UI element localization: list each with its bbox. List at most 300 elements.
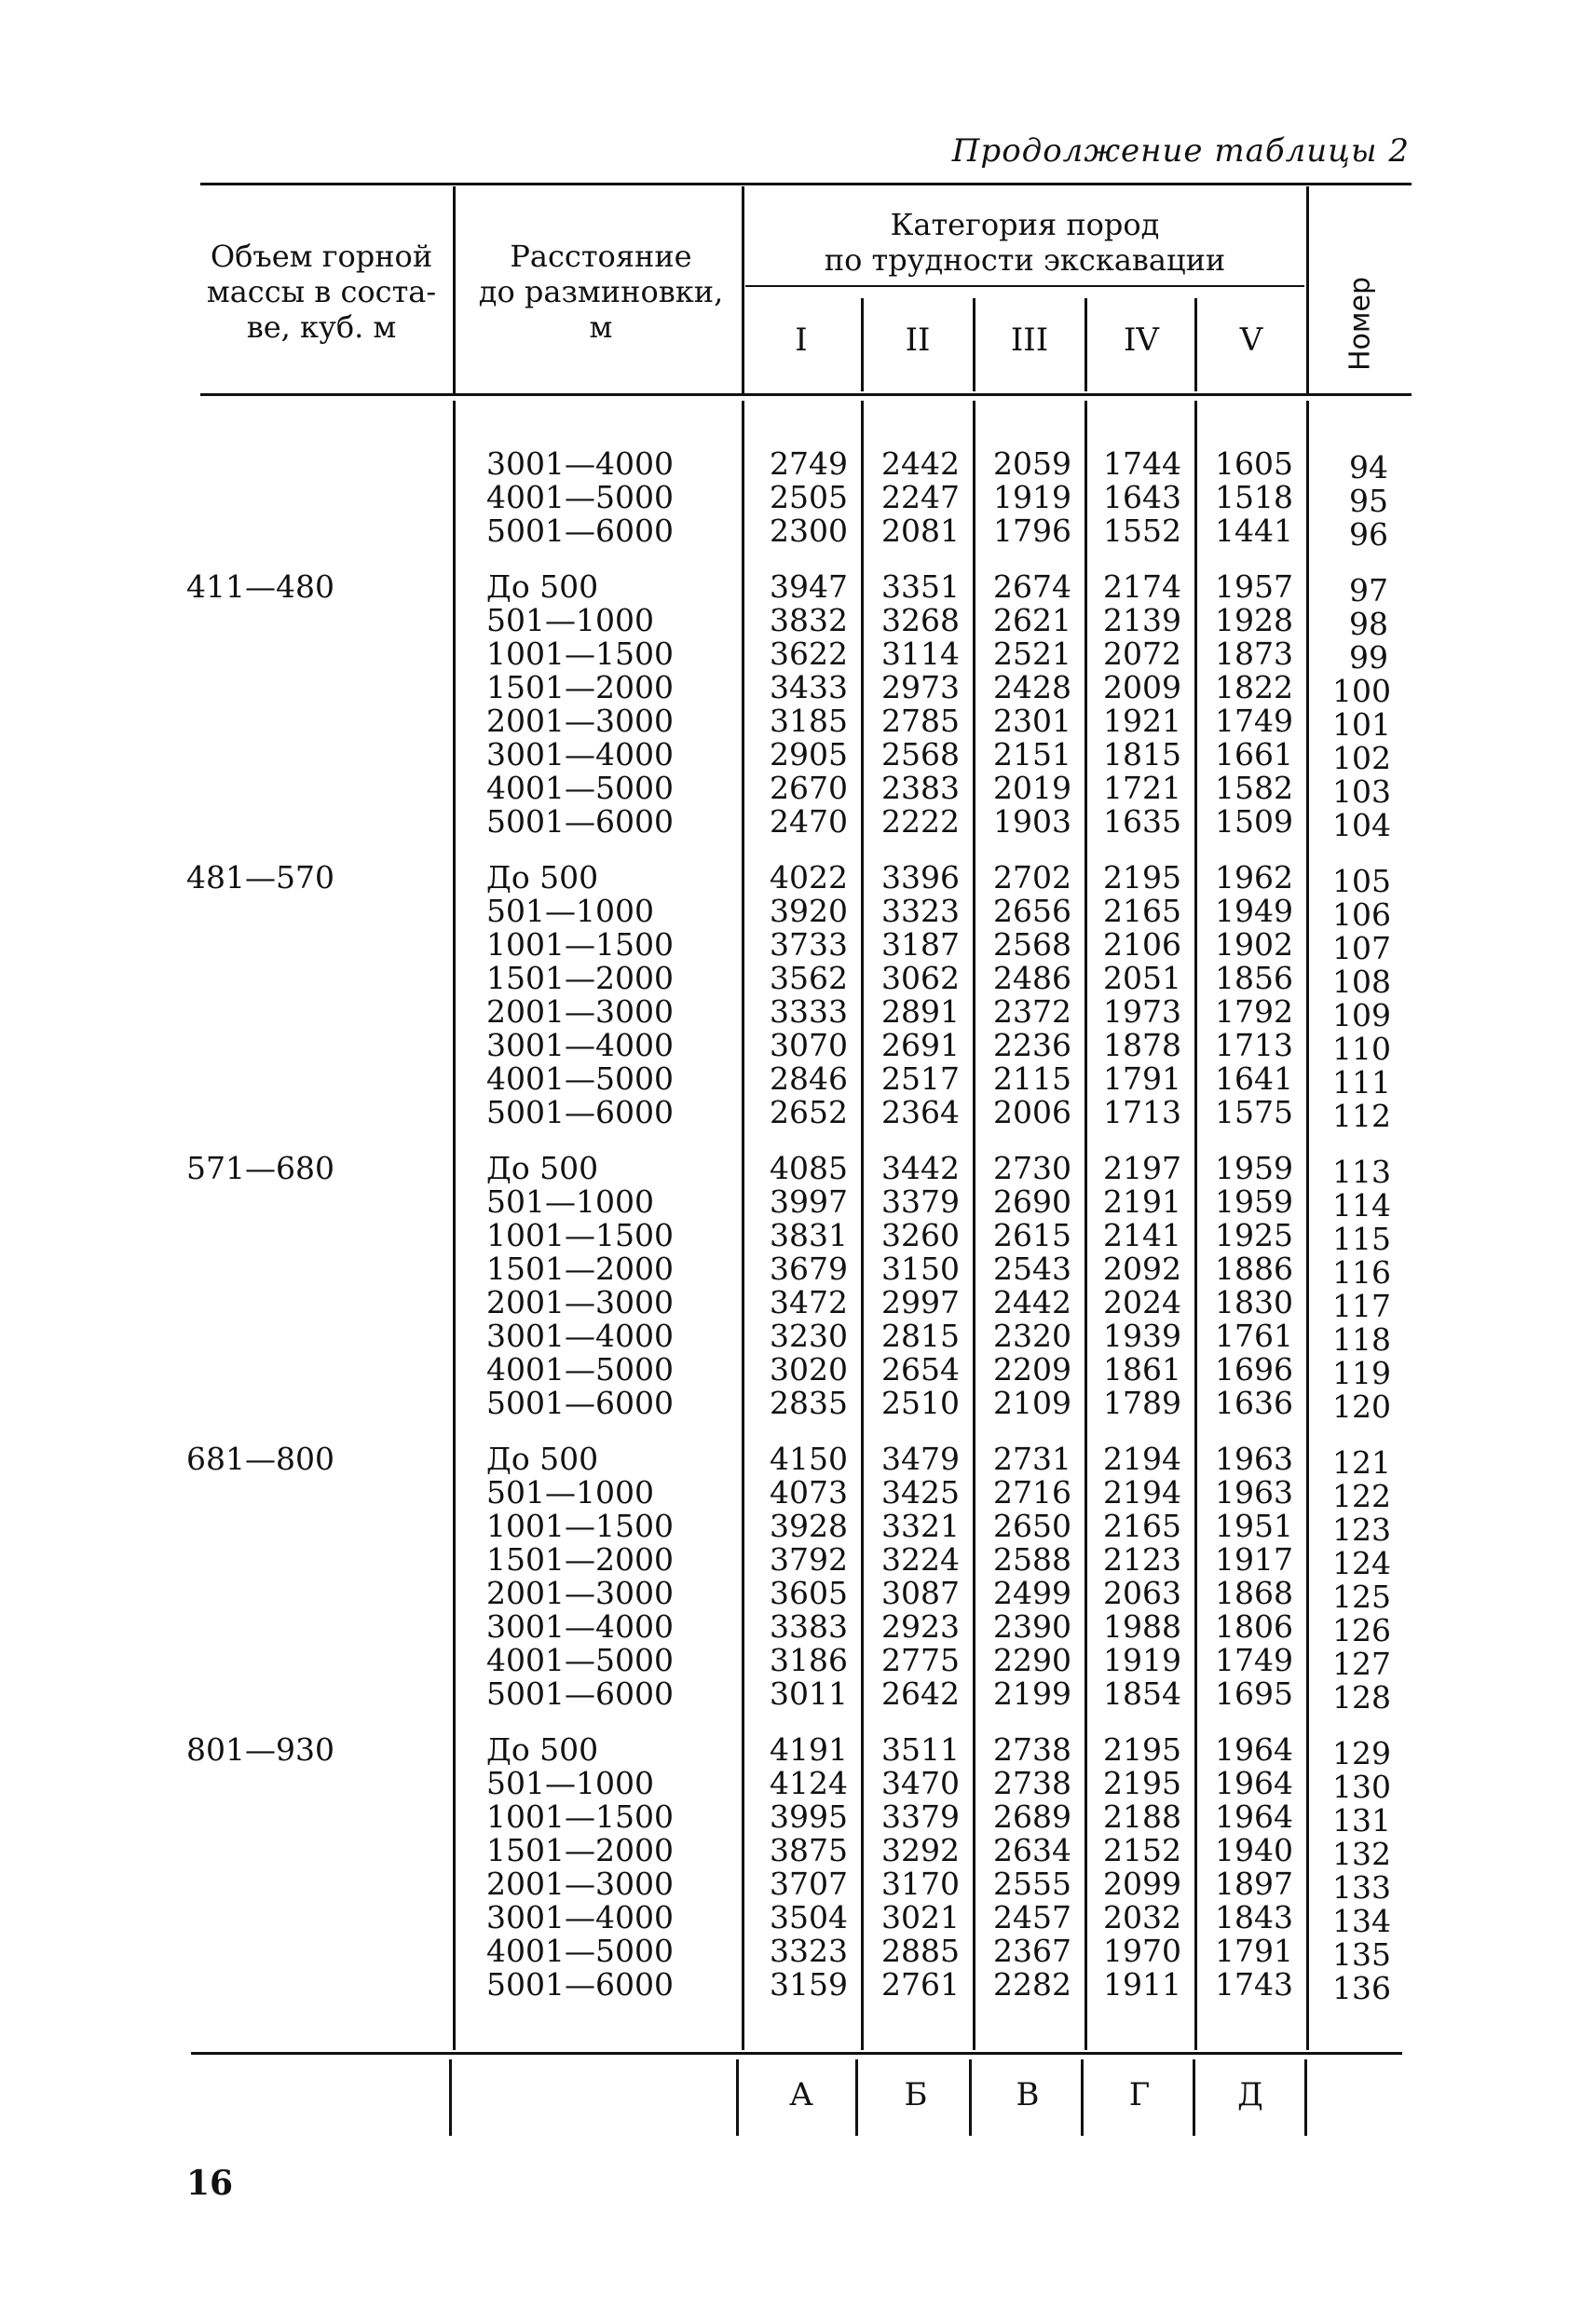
category-value-cell: 3062 bbox=[881, 960, 960, 996]
category-value-cell: 3442 bbox=[881, 1150, 960, 1186]
volume-range-cell: 411—480 bbox=[186, 568, 334, 605]
category-value-cell: 2690 bbox=[993, 1183, 1071, 1220]
category-value-cell: 2165 bbox=[1103, 893, 1181, 929]
category-value-cell: 2364 bbox=[881, 1094, 960, 1130]
row-number-cell: 129 bbox=[1332, 1735, 1391, 1771]
row-number-cell: 117 bbox=[1332, 1288, 1391, 1324]
category-value-cell: 2517 bbox=[881, 1060, 960, 1097]
category-value-cell: 2123 bbox=[1103, 1541, 1181, 1578]
category-value-cell: 2194 bbox=[1103, 1441, 1181, 1477]
category-value-cell: 4073 bbox=[770, 1474, 848, 1511]
column-divider bbox=[861, 298, 864, 391]
category-value-cell: 2555 bbox=[993, 1866, 1071, 1902]
category-value-cell: 3186 bbox=[770, 1642, 848, 1678]
category-header-II: II bbox=[905, 321, 931, 359]
category-value-cell: 1636 bbox=[1215, 1385, 1293, 1421]
distance-cell: 3001—4000 bbox=[486, 1899, 674, 1935]
category-value-cell: 1957 bbox=[1215, 568, 1293, 605]
distance-column-header: Расстояние до разминовки, м bbox=[478, 239, 724, 345]
distance-cell: 3001—4000 bbox=[486, 445, 674, 482]
category-value-cell: 3323 bbox=[881, 893, 960, 929]
distance-cell: 5001—6000 bbox=[486, 1966, 674, 2003]
category-value-cell: 1919 bbox=[1103, 1642, 1181, 1678]
category-value-cell: 1743 bbox=[1215, 1966, 1293, 2003]
category-value-cell: 3185 bbox=[770, 703, 848, 739]
category-value-cell: 1964 bbox=[1215, 1765, 1293, 1801]
distance-cell: 1001—1500 bbox=[486, 636, 674, 672]
category-value-cell: 1792 bbox=[1215, 993, 1293, 1030]
row-number-cell: 131 bbox=[1332, 1802, 1391, 1839]
category-value-cell: 2194 bbox=[1103, 1474, 1181, 1511]
category-value-cell: 2152 bbox=[1103, 1832, 1181, 1868]
category-value-cell: 2521 bbox=[993, 636, 1071, 672]
category-value-cell: 3792 bbox=[770, 1541, 848, 1578]
category-value-cell: 1925 bbox=[1215, 1217, 1293, 1253]
category-value-cell: 2320 bbox=[993, 1318, 1071, 1354]
category-value-cell: 1897 bbox=[1215, 1866, 1293, 1902]
distance-cell: 5001—6000 bbox=[486, 1094, 674, 1130]
category-value-cell: 2621 bbox=[993, 602, 1071, 638]
row-number-cell: 112 bbox=[1332, 1098, 1391, 1134]
category-value-cell: 1815 bbox=[1103, 736, 1181, 773]
distance-cell: До 500 bbox=[486, 568, 599, 605]
category-value-cell: 2761 bbox=[881, 1966, 960, 2003]
category-value-cell: 2106 bbox=[1103, 926, 1181, 963]
distance-cell: 1501—2000 bbox=[486, 1541, 674, 1578]
row-number-cell: 113 bbox=[1332, 1154, 1391, 1190]
category-value-cell: 2141 bbox=[1103, 1217, 1181, 1253]
category-value-cell: 2032 bbox=[1103, 1899, 1181, 1935]
category-value-cell: 1970 bbox=[1103, 1933, 1181, 1969]
category-value-cell: 2588 bbox=[993, 1541, 1071, 1578]
category-value-cell: 2024 bbox=[1103, 1284, 1181, 1320]
category-value-cell: 1721 bbox=[1103, 770, 1181, 806]
category-value-cell: 1843 bbox=[1215, 1899, 1293, 1935]
distance-cell: 1001—1500 bbox=[486, 1508, 674, 1544]
column-divider bbox=[1306, 186, 1309, 393]
distance-cell: 3001—4000 bbox=[486, 1608, 674, 1645]
category-value-cell: 4191 bbox=[770, 1731, 848, 1768]
category-value-cell: 3011 bbox=[770, 1675, 848, 1712]
category-value-cell: 3433 bbox=[770, 669, 848, 705]
category-value-cell: 1761 bbox=[1215, 1318, 1293, 1354]
category-value-cell: 1959 bbox=[1215, 1150, 1293, 1186]
category-value-cell: 2300 bbox=[770, 513, 848, 549]
category-value-cell: 3187 bbox=[881, 926, 960, 963]
category-value-cell: 1713 bbox=[1215, 1027, 1293, 1063]
category-value-cell: 2568 bbox=[881, 736, 960, 773]
category-value-cell: 3396 bbox=[881, 859, 960, 896]
category-value-cell: 3333 bbox=[770, 993, 848, 1030]
category-value-cell: 1441 bbox=[1215, 513, 1293, 549]
category-value-cell: 1575 bbox=[1215, 1094, 1293, 1130]
row-number-cell: 109 bbox=[1332, 997, 1391, 1033]
category-value-cell: 1789 bbox=[1103, 1385, 1181, 1421]
category-value-cell: 1868 bbox=[1215, 1575, 1293, 1611]
column-divider bbox=[742, 401, 744, 2050]
row-number-cell: 135 bbox=[1332, 1936, 1391, 1973]
category-value-cell: 3831 bbox=[770, 1217, 848, 1253]
footer-letter-b: Б bbox=[904, 2076, 928, 2113]
category-value-cell: 2139 bbox=[1103, 602, 1181, 638]
column-divider bbox=[855, 2059, 858, 2136]
row-number-cell: 97 bbox=[1349, 572, 1388, 609]
category-value-cell: 2730 bbox=[993, 1150, 1071, 1186]
distance-cell: 3001—4000 bbox=[486, 1318, 674, 1354]
category-value-cell: 2973 bbox=[881, 669, 960, 705]
category-value-cell: 2174 bbox=[1103, 568, 1181, 605]
category-value-cell: 2367 bbox=[993, 1933, 1071, 1969]
category-value-cell: 2731 bbox=[993, 1441, 1071, 1477]
category-value-cell: 3470 bbox=[881, 1765, 960, 1801]
category-value-cell: 2891 bbox=[881, 993, 960, 1030]
distance-cell: 4001—5000 bbox=[486, 1642, 674, 1678]
category-value-cell: 3832 bbox=[770, 602, 848, 638]
column-divider bbox=[1194, 298, 1197, 391]
category-value-cell: 2691 bbox=[881, 1027, 960, 1063]
category-value-cell: 1951 bbox=[1215, 1508, 1293, 1544]
category-value-cell: 3875 bbox=[770, 1832, 848, 1868]
category-value-cell: 3230 bbox=[770, 1318, 848, 1354]
distance-cell: До 500 bbox=[486, 1150, 599, 1186]
category-value-cell: 3070 bbox=[770, 1027, 848, 1063]
column-divider bbox=[1193, 2059, 1195, 2136]
category-value-cell: 2197 bbox=[1103, 1150, 1181, 1186]
category-value-cell: 1791 bbox=[1103, 1060, 1181, 1097]
category-value-cell: 3995 bbox=[770, 1798, 848, 1835]
category-value-cell: 1661 bbox=[1215, 736, 1293, 773]
row-number-cell: 104 bbox=[1332, 807, 1391, 843]
column-divider bbox=[973, 298, 975, 391]
row-number-cell: 100 bbox=[1332, 673, 1391, 709]
category-value-cell: 3321 bbox=[881, 1508, 960, 1544]
category-value-cell: 2092 bbox=[1103, 1251, 1181, 1287]
category-value-cell: 2222 bbox=[881, 803, 960, 840]
row-number-cell: 105 bbox=[1332, 863, 1391, 899]
row-number-cell: 106 bbox=[1332, 896, 1391, 933]
table-top-rule bbox=[200, 183, 1412, 185]
category-value-cell: 1861 bbox=[1103, 1351, 1181, 1388]
category-value-cell: 2009 bbox=[1103, 669, 1181, 705]
category-value-cell: 2301 bbox=[993, 703, 1071, 739]
category-value-cell: 3379 bbox=[881, 1798, 960, 1835]
row-number-cell: 99 bbox=[1349, 639, 1388, 676]
category-value-cell: 2151 bbox=[993, 736, 1071, 773]
distance-cell: 4001—5000 bbox=[486, 1933, 674, 1969]
category-value-cell: 1964 bbox=[1215, 1731, 1293, 1768]
table-bottom-rule bbox=[191, 2052, 1402, 2055]
row-number-cell: 102 bbox=[1332, 740, 1391, 776]
number-column-header: Номер bbox=[1344, 276, 1377, 372]
category-value-cell: 2650 bbox=[993, 1508, 1071, 1544]
column-divider bbox=[742, 186, 744, 393]
distance-cell: 501—1000 bbox=[486, 1765, 654, 1801]
row-number-cell: 107 bbox=[1332, 930, 1391, 966]
category-value-cell: 3679 bbox=[770, 1251, 848, 1287]
distance-cell: 5001—6000 bbox=[486, 1385, 674, 1421]
category-value-cell: 3920 bbox=[770, 893, 848, 929]
category-value-cell: 2615 bbox=[993, 1217, 1071, 1253]
category-value-cell: 3947 bbox=[770, 568, 848, 605]
category-value-cell: 1695 bbox=[1215, 1675, 1293, 1712]
category-value-cell: 2656 bbox=[993, 893, 1071, 929]
row-number-cell: 114 bbox=[1332, 1187, 1391, 1224]
category-value-cell: 1963 bbox=[1215, 1474, 1293, 1511]
category-value-cell: 3114 bbox=[881, 636, 960, 672]
distance-cell: 3001—4000 bbox=[486, 736, 674, 773]
category-value-cell: 1643 bbox=[1103, 479, 1181, 515]
row-number-cell: 116 bbox=[1332, 1254, 1391, 1291]
category-value-cell: 3224 bbox=[881, 1541, 960, 1578]
category-value-cell: 2209 bbox=[993, 1351, 1071, 1388]
category-value-cell: 2099 bbox=[1103, 1866, 1181, 1902]
row-number-cell: 119 bbox=[1332, 1355, 1391, 1391]
volume-range-cell: 801—930 bbox=[186, 1731, 334, 1768]
category-value-cell: 2702 bbox=[993, 859, 1071, 896]
distance-cell: 2001—3000 bbox=[486, 1284, 674, 1320]
category-value-cell: 1873 bbox=[1215, 636, 1293, 672]
category-header-I: I bbox=[795, 321, 808, 359]
row-number-cell: 124 bbox=[1332, 1545, 1391, 1581]
category-value-cell: 2654 bbox=[881, 1351, 960, 1388]
category-value-cell: 2019 bbox=[993, 770, 1071, 806]
column-divider bbox=[453, 186, 456, 393]
category-value-cell: 1605 bbox=[1215, 445, 1293, 482]
distance-cell: До 500 bbox=[486, 1441, 599, 1477]
category-value-cell: 2109 bbox=[993, 1385, 1071, 1421]
row-number-cell: 110 bbox=[1332, 1031, 1391, 1067]
column-divider bbox=[1084, 401, 1087, 2050]
category-value-cell: 2191 bbox=[1103, 1183, 1181, 1220]
volume-range-cell: 481—570 bbox=[186, 859, 334, 896]
category-value-cell: 3379 bbox=[881, 1183, 960, 1220]
category-value-cell: 2195 bbox=[1103, 1765, 1181, 1801]
category-value-cell: 3605 bbox=[770, 1575, 848, 1611]
row-number-cell: 128 bbox=[1332, 1679, 1391, 1716]
distance-cell: 2001—3000 bbox=[486, 993, 674, 1030]
volume-column-header: Объем горной массы в соста- ве, куб. м bbox=[206, 239, 437, 345]
category-value-cell: 1964 bbox=[1215, 1798, 1293, 1835]
category-value-cell: 1963 bbox=[1215, 1441, 1293, 1477]
category-value-cell: 2372 bbox=[993, 993, 1071, 1030]
category-value-cell: 1878 bbox=[1103, 1027, 1181, 1063]
category-value-cell: 4150 bbox=[770, 1441, 848, 1477]
footer-letter-g: Г bbox=[1128, 2076, 1151, 2113]
category-value-cell: 1696 bbox=[1215, 1351, 1293, 1388]
page-number: 16 bbox=[186, 2164, 234, 2203]
row-number-cell: 108 bbox=[1332, 964, 1391, 1000]
distance-cell: 4001—5000 bbox=[486, 1351, 674, 1388]
distance-cell: 501—1000 bbox=[486, 893, 654, 929]
category-header-V: V bbox=[1239, 321, 1263, 359]
category-value-cell: 2195 bbox=[1103, 859, 1181, 896]
category-value-cell: 2051 bbox=[1103, 960, 1181, 996]
category-value-cell: 2885 bbox=[881, 1933, 960, 1969]
category-value-cell: 1902 bbox=[1215, 926, 1293, 963]
category-value-cell: 3479 bbox=[881, 1441, 960, 1477]
category-value-cell: 2247 bbox=[881, 479, 960, 515]
category-value-cell: 1552 bbox=[1103, 513, 1181, 549]
category-value-cell: 2059 bbox=[993, 445, 1071, 482]
category-value-cell: 1582 bbox=[1215, 770, 1293, 806]
distance-cell: 1001—1500 bbox=[486, 926, 674, 963]
category-value-cell: 1962 bbox=[1215, 859, 1293, 896]
category-value-cell: 3260 bbox=[881, 1217, 960, 1253]
category-header-IV: IV bbox=[1124, 321, 1159, 359]
category-value-cell: 2165 bbox=[1103, 1508, 1181, 1544]
distance-cell: До 500 bbox=[486, 1731, 599, 1768]
column-divider bbox=[973, 401, 975, 2050]
column-divider bbox=[449, 2059, 452, 2136]
category-value-cell: 3351 bbox=[881, 568, 960, 605]
category-value-cell: 1635 bbox=[1103, 803, 1181, 840]
column-divider bbox=[1194, 401, 1197, 2050]
row-number-cell: 136 bbox=[1332, 1970, 1391, 2006]
category-value-cell: 3472 bbox=[770, 1284, 848, 1320]
category-value-cell: 3292 bbox=[881, 1832, 960, 1868]
column-divider bbox=[1084, 298, 1087, 391]
category-value-cell: 2642 bbox=[881, 1675, 960, 1712]
category-value-cell: 1806 bbox=[1215, 1608, 1293, 1645]
category-value-cell: 2499 bbox=[993, 1575, 1071, 1611]
category-value-cell: 1749 bbox=[1215, 1642, 1293, 1678]
category-header-III: III bbox=[1010, 321, 1049, 359]
category-value-cell: 2674 bbox=[993, 568, 1071, 605]
category-value-cell: 2749 bbox=[770, 445, 848, 482]
category-value-cell: 1791 bbox=[1215, 1933, 1293, 1969]
category-value-cell: 3170 bbox=[881, 1866, 960, 1902]
category-value-cell: 2006 bbox=[993, 1094, 1071, 1130]
category-value-cell: 2543 bbox=[993, 1251, 1071, 1287]
category-value-cell: 1749 bbox=[1215, 703, 1293, 739]
row-number-cell: 122 bbox=[1332, 1478, 1391, 1514]
column-divider bbox=[1304, 2059, 1307, 2136]
row-number-cell: 101 bbox=[1332, 706, 1391, 743]
distance-cell: 2001—3000 bbox=[486, 703, 674, 739]
category-value-cell: 2236 bbox=[993, 1027, 1071, 1063]
category-value-cell: 1641 bbox=[1215, 1060, 1293, 1097]
category-value-cell: 2428 bbox=[993, 669, 1071, 705]
category-value-cell: 1854 bbox=[1103, 1675, 1181, 1712]
category-value-cell: 1822 bbox=[1215, 669, 1293, 705]
category-value-cell: 3425 bbox=[881, 1474, 960, 1511]
row-number-cell: 115 bbox=[1332, 1221, 1391, 1257]
category-value-cell: 1911 bbox=[1103, 1966, 1181, 2003]
category-value-cell: 1919 bbox=[993, 479, 1071, 515]
column-divider bbox=[453, 401, 456, 2050]
column-divider bbox=[1306, 401, 1309, 2050]
distance-cell: 1501—2000 bbox=[486, 960, 674, 996]
category-value-cell: 1903 bbox=[993, 803, 1071, 840]
row-number-cell: 95 bbox=[1349, 483, 1388, 519]
row-number-cell: 103 bbox=[1332, 773, 1391, 810]
row-number-cell: 120 bbox=[1332, 1388, 1391, 1425]
row-number-cell: 98 bbox=[1349, 606, 1388, 642]
category-value-cell: 2670 bbox=[770, 770, 848, 806]
category-value-cell: 2115 bbox=[993, 1060, 1071, 1097]
category-value-cell: 1796 bbox=[993, 513, 1071, 549]
category-value-cell: 2775 bbox=[881, 1642, 960, 1678]
category-value-cell: 2470 bbox=[770, 803, 848, 840]
category-value-cell: 1949 bbox=[1215, 893, 1293, 929]
category-value-cell: 2738 bbox=[993, 1765, 1071, 1801]
distance-cell: 501—1000 bbox=[486, 1183, 654, 1220]
category-value-cell: 3504 bbox=[770, 1899, 848, 1935]
category-value-cell: 1988 bbox=[1103, 1608, 1181, 1645]
category-value-cell: 1959 bbox=[1215, 1183, 1293, 1220]
column-divider bbox=[969, 2059, 972, 2136]
category-value-cell: 3997 bbox=[770, 1183, 848, 1220]
distance-cell: 4001—5000 bbox=[486, 479, 674, 515]
category-value-cell: 2785 bbox=[881, 703, 960, 739]
category-value-cell: 1509 bbox=[1215, 803, 1293, 840]
distance-cell: 1501—2000 bbox=[486, 669, 674, 705]
category-value-cell: 2568 bbox=[993, 926, 1071, 963]
category-value-cell: 2199 bbox=[993, 1675, 1071, 1712]
category-value-cell: 3383 bbox=[770, 1608, 848, 1645]
category-value-cell: 3562 bbox=[770, 960, 848, 996]
category-value-cell: 2997 bbox=[881, 1284, 960, 1320]
category-value-cell: 2290 bbox=[993, 1642, 1071, 1678]
row-number-cell: 130 bbox=[1332, 1769, 1391, 1805]
category-value-cell: 3150 bbox=[881, 1251, 960, 1287]
category-value-cell: 3511 bbox=[881, 1731, 960, 1768]
category-value-cell: 1917 bbox=[1215, 1541, 1293, 1578]
distance-cell: 2001—3000 bbox=[486, 1575, 674, 1611]
category-value-cell: 2383 bbox=[881, 770, 960, 806]
distance-cell: 3001—4000 bbox=[486, 1027, 674, 1063]
distance-cell: 2001—3000 bbox=[486, 1866, 674, 1902]
category-value-cell: 3622 bbox=[770, 636, 848, 672]
category-group-header: Категория пород по трудности экскавации bbox=[824, 207, 1226, 278]
category-value-cell: 2081 bbox=[881, 513, 960, 549]
row-number-cell: 121 bbox=[1332, 1444, 1391, 1481]
distance-cell: 5001—6000 bbox=[486, 803, 674, 840]
distance-cell: 1501—2000 bbox=[486, 1251, 674, 1287]
row-number-cell: 96 bbox=[1349, 516, 1388, 553]
category-value-cell: 1518 bbox=[1215, 479, 1293, 515]
column-divider bbox=[1081, 2059, 1084, 2136]
distance-cell: 5001—6000 bbox=[486, 513, 674, 549]
category-value-cell: 2505 bbox=[770, 479, 848, 515]
category-value-cell: 3733 bbox=[770, 926, 848, 963]
distance-cell: 1001—1500 bbox=[486, 1217, 674, 1253]
category-value-cell: 1830 bbox=[1215, 1284, 1293, 1320]
distance-cell: До 500 bbox=[486, 859, 599, 896]
distance-cell: 1001—1500 bbox=[486, 1798, 674, 1835]
category-value-cell: 1940 bbox=[1215, 1832, 1293, 1868]
row-number-cell: 126 bbox=[1332, 1612, 1391, 1648]
header-bottom-rule bbox=[200, 393, 1412, 396]
category-value-cell: 2905 bbox=[770, 736, 848, 773]
distance-cell: 1501—2000 bbox=[486, 1832, 674, 1868]
distance-cell: 4001—5000 bbox=[486, 770, 674, 806]
category-value-cell: 3707 bbox=[770, 1866, 848, 1902]
category-value-cell: 3928 bbox=[770, 1508, 848, 1544]
category-value-cell: 1973 bbox=[1103, 993, 1181, 1030]
footer-letter-a: А bbox=[789, 2076, 813, 2113]
category-header-rule bbox=[745, 285, 1304, 287]
category-value-cell: 2195 bbox=[1103, 1731, 1181, 1768]
row-number-cell: 111 bbox=[1332, 1064, 1391, 1101]
footer-letter-d: Д bbox=[1237, 2076, 1263, 2113]
row-number-cell: 125 bbox=[1332, 1579, 1391, 1615]
volume-range-cell: 681—800 bbox=[186, 1441, 334, 1477]
category-value-cell: 2063 bbox=[1103, 1575, 1181, 1611]
row-number-cell: 127 bbox=[1332, 1646, 1391, 1682]
category-value-cell: 3268 bbox=[881, 602, 960, 638]
category-value-cell: 2835 bbox=[770, 1385, 848, 1421]
